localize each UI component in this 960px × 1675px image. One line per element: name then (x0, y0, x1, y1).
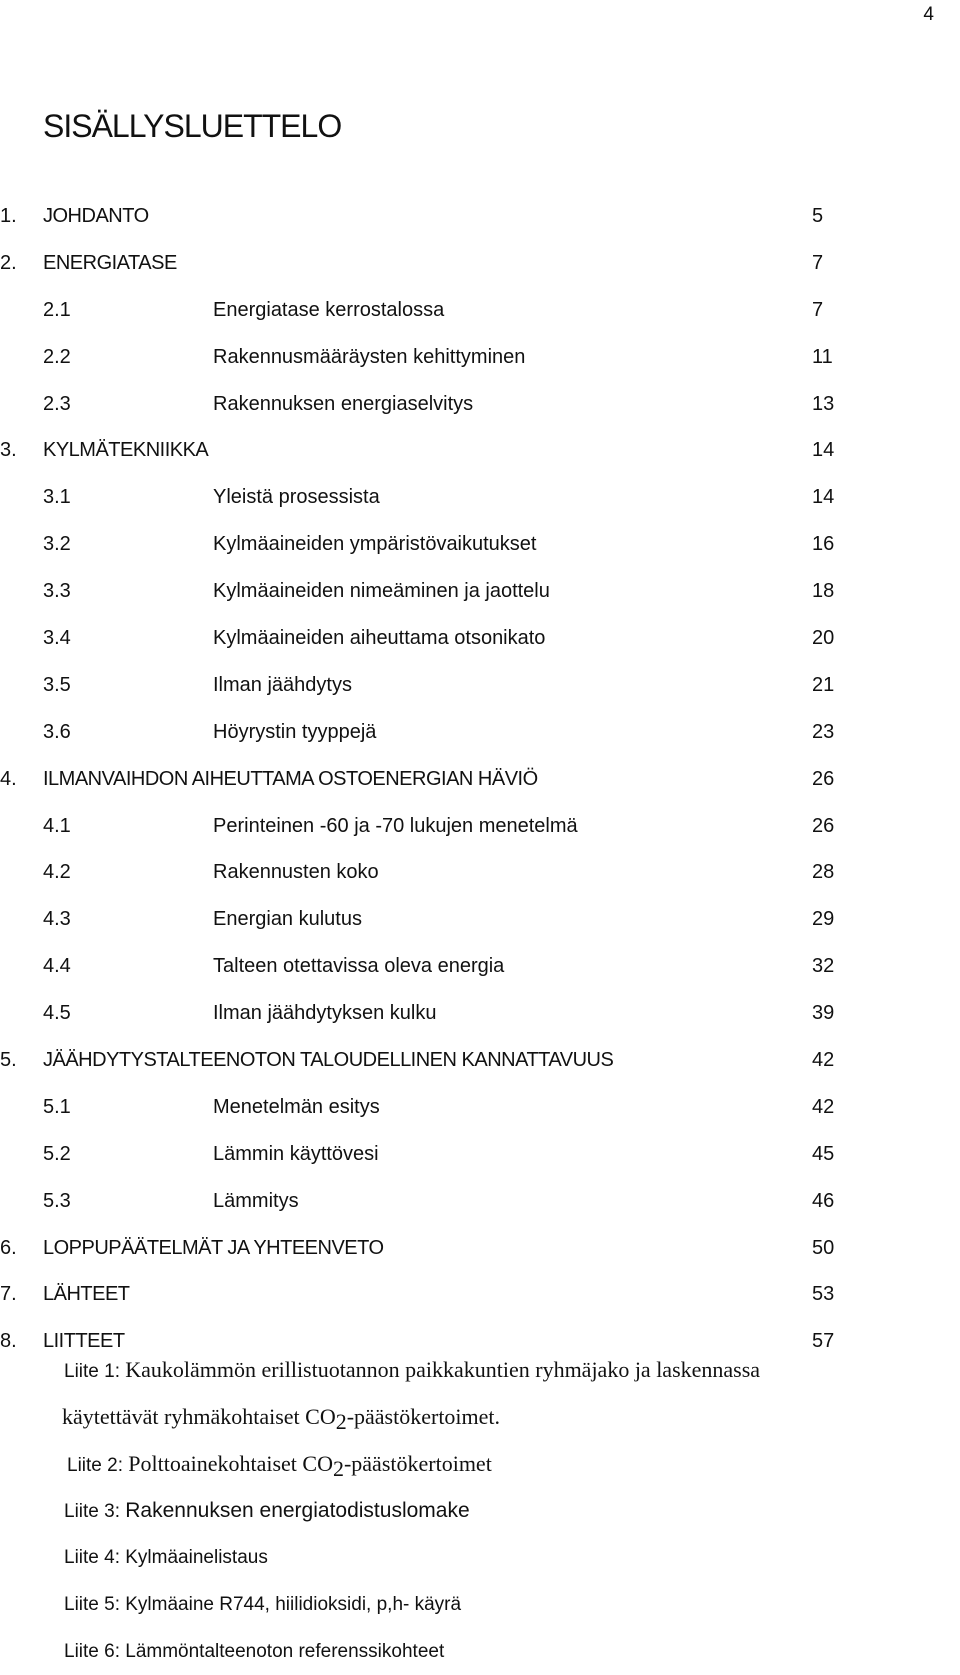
appendix-1-title-end: -päästökertoimet. (346, 1404, 501, 1429)
toc-subsection-row (0, 474, 960, 521)
toc-entry-title: Kylmäaineiden nimeäminen ja jaottelu (213, 580, 550, 603)
toc-entry-number: 2.3 (43, 392, 71, 415)
appendix-1 (64, 1346, 944, 1393)
toc-entry-title: JÄÄHDYTYSTALTEENOTON TALOUDELLINEN KANNATTAVUUS (43, 1049, 614, 1072)
appendix-4-text: Liite 4: Kylmäainelistaus (64, 1547, 268, 1568)
toc-entry-title: Rakennusten koko (213, 861, 379, 884)
toc-entry-page: 14 (812, 439, 835, 462)
appendix-1-continued (62, 1393, 942, 1440)
toc-section-row (0, 1037, 960, 1084)
toc-entry-page: 20 (812, 627, 835, 650)
toc-entry-page: 42 (812, 1049, 835, 1072)
toc-subsection-row (0, 896, 960, 943)
toc-entry-number: 3.1 (43, 486, 71, 509)
toc-entry-page: 26 (812, 767, 835, 790)
appendix-6-text: Liite 6: Lämmöntalteenoton referenssikohteet (64, 1641, 445, 1662)
toc-entry-page: 23 (812, 720, 835, 743)
toc-entry-title: Ilman jäähdytyksen kulku (213, 1002, 437, 1025)
toc-entry-page: 21 (812, 673, 835, 696)
toc-section-row (0, 756, 960, 803)
toc-subsection-row (0, 1084, 960, 1131)
toc-subsection-row (0, 849, 960, 896)
appendix-2 (67, 1440, 947, 1487)
toc-entry-page: 29 (812, 908, 835, 931)
toc-section-row (0, 240, 960, 287)
toc-subsection-row (0, 662, 960, 709)
toc-entry-number: 5. (0, 1049, 17, 1072)
appendix-2-label: Liite 2: (67, 1455, 129, 1476)
page-number: 4 (923, 4, 934, 25)
toc-section-row (0, 1225, 960, 1272)
toc-section-row (0, 193, 960, 240)
toc-entry-number: 7. (0, 1283, 17, 1306)
toc-entry-number: 3. (0, 439, 17, 462)
toc-entry-title: KYLMÄTEKNIIKKA (43, 439, 209, 462)
toc-entry-page: 7 (812, 298, 824, 321)
toc-entry-number: 2.1 (43, 298, 71, 321)
toc-entry-title: Höyrystin tyyppejä (213, 720, 377, 743)
toc-subsection-row (0, 803, 960, 850)
toc-entry-number: 5.1 (43, 1095, 71, 1118)
toc-entry-title: ILMANVAIHDON AIHEUTTAMA OSTOENERGIAN HÄVIÖ (43, 767, 538, 790)
toc-entry-page: 32 (812, 955, 835, 978)
appendix-2-title: Polttoainekohtaiset CO (128, 1451, 333, 1476)
appendix-3 (64, 1487, 944, 1534)
toc-subsection-row (0, 709, 960, 756)
toc-entry-title: Talteen otettavissa oleva energia (213, 955, 505, 978)
toc-entry-number: 1. (0, 205, 17, 227)
toc-entry-number: 4.3 (43, 908, 71, 931)
appendix-1-label: Liite 1: (64, 1361, 126, 1382)
toc-section-row (0, 427, 960, 474)
toc-entry-page: 18 (812, 580, 835, 603)
appendix-list (64, 1346, 944, 1675)
toc-entry-title: ENERGIATASE (43, 251, 177, 274)
appendix-6 (64, 1628, 944, 1675)
toc-entry-number: 2.2 (43, 345, 71, 368)
toc-subsection-row (0, 943, 960, 990)
appendix-1-title: Kaukolämmön erillistuotannon paikkakuntien ryhmäjako ja laskennassa (125, 1357, 761, 1382)
toc-entry-page: 42 (812, 1095, 835, 1118)
toc-subsection-row (0, 990, 960, 1037)
toc-entry-page: 53 (812, 1283, 835, 1306)
toc-entry-title: LIITTEET (43, 1330, 125, 1353)
toc-entry-number: 5.2 (43, 1142, 71, 1165)
toc-entry-number: 8. (0, 1330, 17, 1353)
toc-subsection-row (0, 287, 960, 334)
toc-entry-number: 5.3 (43, 1189, 71, 1212)
toc-entry-number: 3.4 (43, 627, 71, 650)
appendix-1-subscript: 2 (335, 1408, 347, 1434)
toc-entry-page: 50 (812, 1236, 835, 1259)
toc-entry-title: Lämmitys (213, 1189, 299, 1212)
appendix-3-label: Liite 3: (64, 1501, 126, 1522)
toc-entry-page: 28 (812, 861, 835, 884)
appendix-2-subscript: 2 (332, 1455, 344, 1481)
toc-entry-number: 4.1 (43, 814, 71, 837)
toc-subsection-row (0, 1178, 960, 1225)
toc-entry-number: 6. (0, 1236, 17, 1259)
toc-entry-number: 2. (0, 251, 17, 274)
toc-entry-number: 4.4 (43, 955, 71, 978)
toc-subsection-row (0, 381, 960, 428)
toc-entry-title: Energian kulutus (213, 908, 362, 931)
appendix-5-text: Liite 5: Kylmäaine R744, hiilidioksidi, p,h- käyrä (64, 1594, 462, 1615)
appendix-2-title-end: -päästökertoimet (343, 1451, 492, 1476)
appendix-3-title: Rakennuksen energiatodistuslomake (125, 1499, 470, 1522)
toc-entry-title: LÄHTEET (43, 1283, 130, 1306)
toc-subsection-row (0, 568, 960, 615)
toc-entry-title: Lämmin käyttövesi (213, 1142, 379, 1165)
toc-entry-title: Energiatase kerrostalossa (213, 298, 445, 321)
toc-entry-page: 7 (812, 251, 824, 274)
toc-title: SISÄLLYSLUETTELO (43, 108, 342, 144)
toc-entry-title: Menetelmän esitys (213, 1095, 380, 1118)
toc-subsection-row (0, 1131, 960, 1178)
toc-entry-page: 45 (812, 1142, 835, 1165)
toc-entry-page: 16 (812, 533, 835, 556)
toc-entry-page: 26 (812, 814, 835, 837)
toc-entry-page: 14 (812, 486, 835, 509)
toc-entry-title: Yleistä prosessista (213, 486, 380, 509)
toc-entry-page: 57 (812, 1330, 835, 1353)
appendix-1-title-cont: käytettävät ryhmäkohtaiset CO (62, 1404, 336, 1429)
appendix-5 (64, 1581, 944, 1628)
toc-entry-title: Perinteinen -60 ja -70 lukujen menetelmä (213, 814, 578, 837)
toc-entry-number: 4.2 (43, 861, 71, 884)
toc-section-row (0, 1271, 960, 1318)
toc-entry-title: LOPPUPÄÄTELMÄT JA YHTEENVETO (43, 1236, 384, 1259)
toc-entry-number: 3.5 (43, 673, 71, 696)
toc-entry-number: 3.2 (43, 533, 71, 556)
toc-entry-page: 11 (812, 345, 833, 368)
toc-entry-page: 5 (812, 205, 824, 227)
toc-entry-title: Ilman jäähdytys (213, 673, 352, 696)
toc-entry-page: 46 (812, 1189, 835, 1212)
toc-entry-page: 39 (812, 1002, 835, 1025)
toc-entry-title: Kylmäaineiden aiheuttama otsonikato (213, 627, 546, 650)
toc-entry-page: 13 (812, 392, 835, 415)
toc-entry-number: 4. (0, 767, 17, 790)
toc-entry-number: 3.6 (43, 720, 71, 743)
toc-entry-title: Rakennusmääräysten kehittyminen (213, 345, 526, 368)
toc-subsection-row (0, 334, 960, 381)
toc-entry-title: Kylmäaineiden ympäristövaikutukset (213, 533, 537, 556)
toc-subsection-row (0, 615, 960, 662)
toc-subsection-row (0, 521, 960, 568)
toc-list (0, 193, 960, 1365)
toc-entry-number: 3.3 (43, 580, 71, 603)
toc-entry-number: 4.5 (43, 1002, 71, 1025)
appendix-4 (64, 1534, 944, 1581)
toc-entry-title: Rakennuksen energiaselvitys (213, 392, 474, 415)
toc-entry-title: JOHDANTO (43, 205, 149, 227)
